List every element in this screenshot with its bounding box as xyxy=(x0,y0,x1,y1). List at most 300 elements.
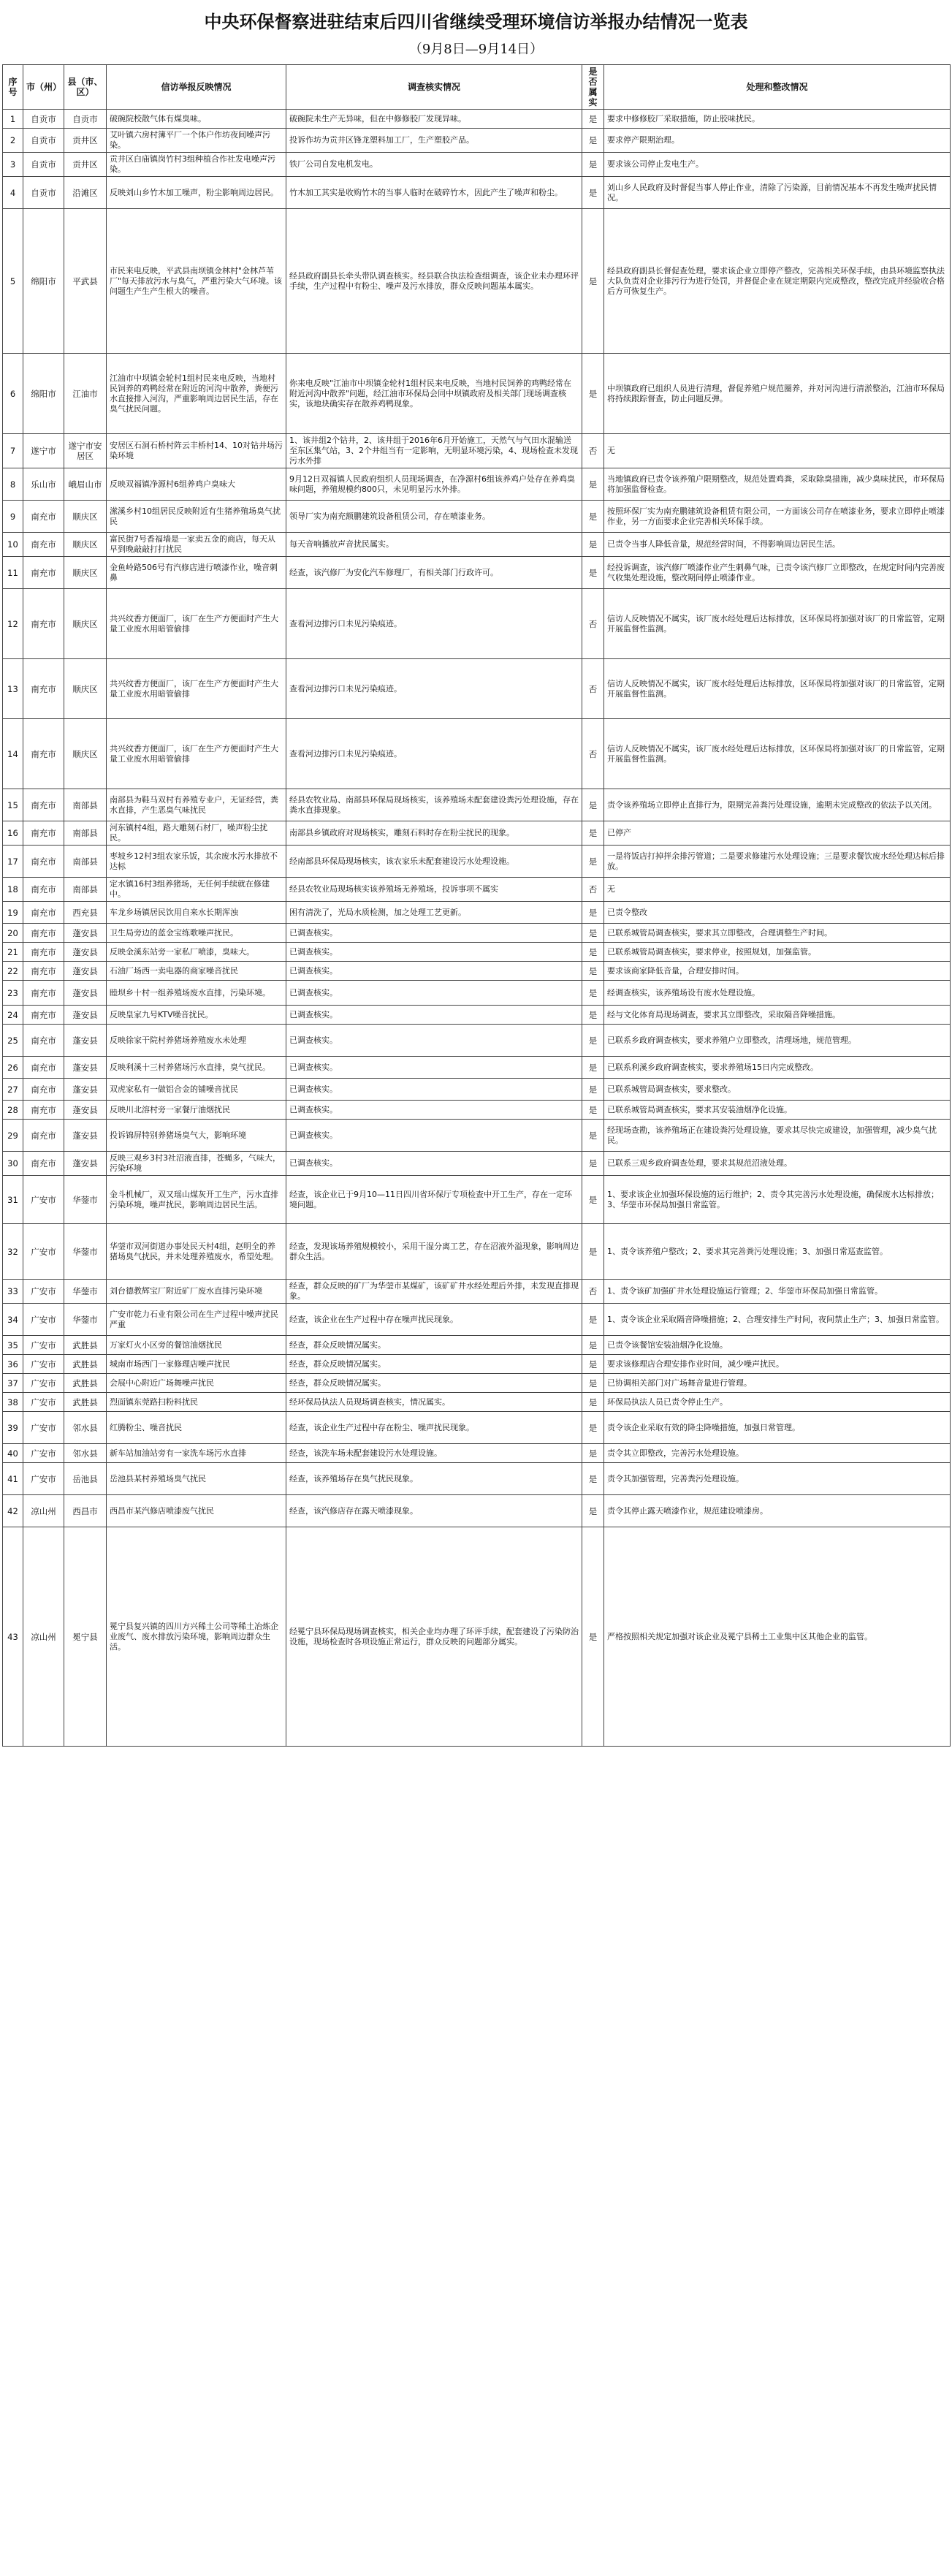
cell-city: 自贡市 xyxy=(23,153,64,177)
cell-no: 37 xyxy=(3,1374,23,1393)
cell-no: 15 xyxy=(3,789,23,821)
table-row xyxy=(3,1463,951,1495)
cell-county: 岳池县 xyxy=(64,1463,107,1495)
cell-action: 一是将饭店打掉拌余排污管道；二是要求修建污水处理设施；三是要求餐饮废水经处理达标后排放。 xyxy=(604,846,951,878)
cell-no: 1 xyxy=(3,110,23,129)
cell-city: 广安市 xyxy=(23,1304,64,1336)
cell-county: 顺庆区 xyxy=(64,659,107,719)
report-table xyxy=(2,64,951,1747)
cell-county: 蓬安县 xyxy=(64,1079,107,1101)
cell-county: 邻水县 xyxy=(64,1412,107,1444)
cell-action: 当地镇政府已责令该养殖户限期整改，规范处置鸡粪，采取除臭措施，减少臭味扰民，市环保局将加强监督检查。 xyxy=(604,468,951,501)
cell-true: 是 xyxy=(582,943,604,962)
table-row xyxy=(3,659,951,719)
cell-report: 岳池县某村养殖场臭气扰民 xyxy=(107,1463,286,1495)
cell-city: 广安市 xyxy=(23,1336,64,1355)
cell-verify: 经查，群众反映的矿厂为华蓥市某煤矿，该矿矿井水经处理后外排，未发现直排现象。 xyxy=(286,1280,582,1304)
cell-city: 南充市 xyxy=(23,981,64,1006)
cell-county: 南部县 xyxy=(64,789,107,821)
cell-county: 蓬安县 xyxy=(64,924,107,943)
cell-no: 17 xyxy=(3,846,23,878)
table-row xyxy=(3,1412,951,1444)
cell-verify: 竹木加工其实是收购竹木的当事人临时在破碎竹木，因此产生了噪声和粉尘。 xyxy=(286,177,582,209)
cell-true: 是 xyxy=(582,110,604,129)
cell-verify: 经查，该企业在生产过程中存在噪声扰民现象。 xyxy=(286,1304,582,1336)
cell-no: 7 xyxy=(3,434,23,468)
cell-no: 34 xyxy=(3,1304,23,1336)
cell-county: 华蓥市 xyxy=(64,1224,107,1280)
cell-verify: 已调查核实。 xyxy=(286,1006,582,1025)
table-row xyxy=(3,821,951,846)
cell-report: 定水镇16村3组养猪场，无任何手续就在修建中。 xyxy=(107,878,286,902)
col-header-verify: 调查核实情况 xyxy=(286,65,582,110)
cell-action: 按照环保厂实为南充鹏建筑设备租赁有限公司，一方面该公司存在喷漆业务，要求立即停止喷漆作业，另一方面要求企业完善相关环保手续。 xyxy=(604,501,951,533)
cell-no: 24 xyxy=(3,1006,23,1025)
cell-action: 已联系城管局调查核实，要求其立即整改，合理调整生产时间。 xyxy=(604,924,951,943)
cell-action: 信访人反映情况不属实，该厂废水经处理后达标排放，区环保局将加强对该厂的日常监管，定期开展监督性监测。 xyxy=(604,589,951,659)
cell-action: 已联系城管局调查核实，要求停业，按照规划，加强监管。 xyxy=(604,943,951,962)
cell-true: 是 xyxy=(582,1079,604,1101)
cell-action: 经投诉调查，该汽修厂喷漆作业产生刺鼻气味，已责令该汽修厂立即整改，在规定时间内完善废气收集处理设施，整改期间停止喷漆作业。 xyxy=(604,557,951,589)
cell-no: 11 xyxy=(3,557,23,589)
cell-report: 投诉锦屏特别养猪场臭气大，影响环境 xyxy=(107,1120,286,1152)
cell-report: 南部县为鞋马双村有养殖专业户，无证经营，粪水直排，产生恶臭气味扰民 xyxy=(107,789,286,821)
cell-no: 31 xyxy=(3,1176,23,1224)
cell-verify: 经查，群众反映情况属实。 xyxy=(286,1336,582,1355)
cell-county: 南部县 xyxy=(64,846,107,878)
table-row xyxy=(3,501,951,533)
cell-verify: 领导厂实为南充额鹏建筑设备租赁公司，存在喷漆业务。 xyxy=(286,501,582,533)
cell-action: 刘山乡人民政府及时督促当事人停止作业，清除了污染源，目前情况基本不再发生噪声扰民情况。 xyxy=(604,177,951,209)
cell-true: 是 xyxy=(582,1025,604,1057)
cell-county: 遂宁市安居区 xyxy=(64,434,107,468)
table-row xyxy=(3,1101,951,1120)
cell-no: 39 xyxy=(3,1412,23,1444)
cell-no: 6 xyxy=(3,354,23,434)
cell-action: 信访人反映情况不属实，该厂废水经处理后达标排放，区环保局将加强对该厂的日常监管，定期开展监督性监测。 xyxy=(604,719,951,789)
cell-verify: 投诉作坊为贡井区锋龙塑料加工厂，生产塑胶产品。 xyxy=(286,129,582,153)
cell-action: 已联系利溪乡政府调查核实，要求养殖场15日内完成整改。 xyxy=(604,1057,951,1079)
cell-city: 广安市 xyxy=(23,1176,64,1224)
cell-city: 自贡市 xyxy=(23,110,64,129)
cell-verify: 铁厂公司自发电机发电。 xyxy=(286,153,582,177)
table-row xyxy=(3,1176,951,1224)
cell-action: 严格按照相关规定加强对该企业及冕宁县稀土工业集中区其他企业的监管。 xyxy=(604,1527,951,1747)
cell-county: 蓬安县 xyxy=(64,1152,107,1176)
cell-report: 反映川北溶村旁一家餐厅油烟扰民 xyxy=(107,1101,286,1120)
cell-verify: 经查，该企业生产过程中存在粉尘、噪声扰民现象。 xyxy=(286,1412,582,1444)
cell-city: 南充市 xyxy=(23,1006,64,1025)
cell-verify: 破碗院未生产无异味，但在中修修胶厂发现异味。 xyxy=(286,110,582,129)
table-row xyxy=(3,1224,951,1280)
cell-no: 20 xyxy=(3,924,23,943)
cell-no: 10 xyxy=(3,533,23,557)
cell-verify: 经查，该养殖场存在臭气扰民现象。 xyxy=(286,1463,582,1495)
cell-report: 卫生局旁边的蓝金宝练歌噪声扰民。 xyxy=(107,924,286,943)
table-row xyxy=(3,1120,951,1152)
cell-verify: 经县农牧业局、南部县环保局现场核实，该养殖场未配套建设粪污处理设施，存在粪水直排现象。 xyxy=(286,789,582,821)
cell-report: 烈面镇东莞路扫粉料扰民 xyxy=(107,1393,286,1412)
cell-true: 是 xyxy=(582,789,604,821)
cell-report: 共兴纹香方便面厂，该厂在生产方便面时产生大量工业废水用暗管偷排 xyxy=(107,659,286,719)
cell-verify: 经查，发现该场养殖规模较小，采用干湿分离工艺，存在沼液外溢现象，影响周边群众生活。 xyxy=(286,1224,582,1280)
cell-report: 反映金溪东站旁一家私厂喷漆，臭味大。 xyxy=(107,943,286,962)
cell-no: 21 xyxy=(3,943,23,962)
cell-no: 14 xyxy=(3,719,23,789)
cell-action: 要求该公司停止发电生产。 xyxy=(604,153,951,177)
cell-report: 冕宁县复兴镇的四川方兴稀土公司等稀土冶炼企业废气、废水排放污染环境，影响周边群众生活。 xyxy=(107,1527,286,1747)
table-row xyxy=(3,1152,951,1176)
cell-report: 万家灯火小区旁的餐馆油烟扰民 xyxy=(107,1336,286,1355)
cell-city: 南充市 xyxy=(23,846,64,878)
cell-verify: 经南部县环保局现场核实，该农家乐未配套建设污水处理设施。 xyxy=(286,846,582,878)
cell-true: 是 xyxy=(582,1355,604,1374)
cell-report: 江油市中坝镇金轮村1组村民来电反映，当地村民饲养的鸡鸭经常在附近的河沟中散养，粪便污水直接排入河沟，严重影响周边居民生活，存在臭气扰民问题。 xyxy=(107,354,286,434)
col-header-county: 县（市、区） xyxy=(64,65,107,110)
cell-report: 会展中心附近广场舞噪声扰民 xyxy=(107,1374,286,1393)
cell-county: 顺庆区 xyxy=(64,533,107,557)
cell-no: 40 xyxy=(3,1444,23,1463)
cell-county: 蓬安县 xyxy=(64,1006,107,1025)
col-header-action: 处理和整改情况 xyxy=(604,65,951,110)
cell-county: 武胜县 xyxy=(64,1374,107,1393)
cell-city: 南充市 xyxy=(23,1057,64,1079)
cell-city: 南充市 xyxy=(23,719,64,789)
cell-county: 江油市 xyxy=(64,354,107,434)
cell-city: 绵阳市 xyxy=(23,209,64,354)
cell-true: 是 xyxy=(582,177,604,209)
cell-verify: 经查，群众反映情况属实。 xyxy=(286,1355,582,1374)
cell-report: 车龙乡场镇居民饮用自来水长期浑浊 xyxy=(107,902,286,924)
cell-city: 广安市 xyxy=(23,1444,64,1463)
cell-city: 广安市 xyxy=(23,1355,64,1374)
cell-verify: 已调查核实。 xyxy=(286,1079,582,1101)
cell-action: 信访人反映情况不属实，该厂废水经处理后达标排放，区环保局将加强对该厂的日常监管，定期开展监督性监测。 xyxy=(604,659,951,719)
cell-report: 西昌市某汽修店喷漆废气扰民 xyxy=(107,1495,286,1527)
cell-report: 反映徐家干院村养猪场养殖废水未处理 xyxy=(107,1025,286,1057)
cell-no: 19 xyxy=(3,902,23,924)
cell-true: 是 xyxy=(582,902,604,924)
cell-no: 29 xyxy=(3,1120,23,1152)
cell-action: 责令其停止露天喷漆作业，规范建设喷漆房。 xyxy=(604,1495,951,1527)
cell-action: 已联系城管局调查核实，要求其安装油烟净化设施。 xyxy=(604,1101,951,1120)
table-row xyxy=(3,1355,951,1374)
cell-report: 城南市场西门一家修理店噪声扰民 xyxy=(107,1355,286,1374)
table-row xyxy=(3,789,951,821)
cell-county: 自贡市 xyxy=(64,110,107,129)
cell-report: 反映三观乡3村3社沼液直排，苍蝇多，气味大，污染环境 xyxy=(107,1152,286,1176)
cell-true: 是 xyxy=(582,1304,604,1336)
cell-verify: 经环保局执法人员现场调查核实，情况属实。 xyxy=(286,1393,582,1412)
table-row xyxy=(3,981,951,1006)
cell-true: 否 xyxy=(582,878,604,902)
table-row xyxy=(3,177,951,209)
cell-action: 1、要求该企业加强环保设施的运行维护；2、责令其完善污水处理设施，确保废水达标排放；3、华蓥市环保局加强日常监管。 xyxy=(604,1176,951,1224)
cell-county: 西充县 xyxy=(64,902,107,924)
cell-verify: 已调查核实。 xyxy=(286,981,582,1006)
cell-true: 是 xyxy=(582,153,604,177)
cell-verify: 困有清洗了，光局水质检测，加之处理工艺更新。 xyxy=(286,902,582,924)
cell-action: 经调查核实，该养殖场设有废水处理设施。 xyxy=(604,981,951,1006)
cell-city: 广安市 xyxy=(23,1280,64,1304)
cell-report: 广安市乾力石业有限公司在生产过程中噪声扰民严重 xyxy=(107,1304,286,1336)
cell-city: 南充市 xyxy=(23,789,64,821)
table-row xyxy=(3,924,951,943)
cell-action: 1、责令该企业采取隔音降噪措施；2、合理安排生产时间，夜间禁止生产；3、加强日常监管。 xyxy=(604,1304,951,1336)
cell-true: 是 xyxy=(582,209,604,354)
cell-report: 破碗院校散气体有煤臭味。 xyxy=(107,110,286,129)
cell-report: 新车站加油站旁有一家洗车场污水直排 xyxy=(107,1444,286,1463)
cell-city: 凉山州 xyxy=(23,1527,64,1747)
cell-city: 自贡市 xyxy=(23,177,64,209)
cell-true: 是 xyxy=(582,533,604,557)
table-row xyxy=(3,1057,951,1079)
cell-true: 是 xyxy=(582,129,604,153)
cell-action: 已停产 xyxy=(604,821,951,846)
cell-county: 蓬安县 xyxy=(64,1101,107,1120)
page-title: 中央环保督察进驻结束后四川省继续受理环境信访举报办结情况一览表 xyxy=(204,11,748,32)
cell-county: 冕宁县 xyxy=(64,1527,107,1747)
cell-county: 蓬安县 xyxy=(64,1025,107,1057)
page-subtitle: （9月8日—9月14日） xyxy=(408,42,544,57)
cell-city: 广安市 xyxy=(23,1463,64,1495)
cell-verify: 已调查核实。 xyxy=(286,1152,582,1176)
cell-true: 是 xyxy=(582,1412,604,1444)
cell-action: 要求该商家降低音量，合理安排时间。 xyxy=(604,962,951,981)
cell-city: 广安市 xyxy=(23,1412,64,1444)
cell-no: 22 xyxy=(3,962,23,981)
cell-report: 贡井区白庙镇岗竹村3组种植合作社发电噪声污染。 xyxy=(107,153,286,177)
cell-verify: 经查，该企业已于9月10—11日四川省环保厅专项检查中开工生产，存在一定环境问题。 xyxy=(286,1176,582,1224)
table-body xyxy=(3,110,951,1747)
cell-true: 是 xyxy=(582,501,604,533)
cell-city: 南充市 xyxy=(23,1079,64,1101)
cell-city: 南充市 xyxy=(23,1152,64,1176)
cell-county: 武胜县 xyxy=(64,1336,107,1355)
cell-verify: 已调查核实。 xyxy=(286,1057,582,1079)
cell-action: 要求中修修胶厂采取措施，防止胶味扰民。 xyxy=(604,110,951,129)
cell-true: 否 xyxy=(582,589,604,659)
table-row xyxy=(3,434,951,468)
table-row xyxy=(3,589,951,659)
cell-county: 蓬安县 xyxy=(64,962,107,981)
cell-no: 38 xyxy=(3,1393,23,1412)
col-header-true: 是否属实 xyxy=(582,65,604,110)
cell-true: 是 xyxy=(582,924,604,943)
cell-true: 是 xyxy=(582,1527,604,1747)
cell-true: 是 xyxy=(582,821,604,846)
cell-verify: 1、该井组2个钻井，2、该井组于2016年6月开始施工，天然气与气田水混输送至东区集气站，3、2个井组当有一定影响，无明显环境污染，4、现场检查未发现污水外排 xyxy=(286,434,582,468)
cell-verify: 已调查核实。 xyxy=(286,962,582,981)
cell-report: 共兴纹香方便面厂，该厂在生产方便面时产生大量工业废水用暗管偷排 xyxy=(107,589,286,659)
cell-verify: 查看河边排污口未见污染痕迹。 xyxy=(286,659,582,719)
cell-true: 是 xyxy=(582,981,604,1006)
cell-no: 16 xyxy=(3,821,23,846)
table-row xyxy=(3,1079,951,1101)
cell-report: 红腾粉尘、噪音扰民 xyxy=(107,1412,286,1444)
cell-true: 是 xyxy=(582,1336,604,1355)
cell-county: 武胜县 xyxy=(64,1355,107,1374)
cell-true: 是 xyxy=(582,1057,604,1079)
cell-action: 无 xyxy=(604,878,951,902)
cell-city: 广安市 xyxy=(23,1393,64,1412)
cell-true: 是 xyxy=(582,962,604,981)
cell-no: 30 xyxy=(3,1152,23,1176)
cell-true: 是 xyxy=(582,1224,604,1280)
cell-true: 是 xyxy=(582,1006,604,1025)
cell-action: 1、责令该矿加强矿井水处理设施运行管理；2、华蓥市环保局加强日常监管。 xyxy=(604,1280,951,1304)
cell-no: 12 xyxy=(3,589,23,659)
cell-city: 乐山市 xyxy=(23,468,64,501)
cell-report: 枣坡乡12村3组农家乐饭，其余废水污水排放不达标 xyxy=(107,846,286,878)
cell-true: 否 xyxy=(582,659,604,719)
cell-report: 共兴纹香方便面厂，该厂在生产方便面时产生大量工业废水用暗管偷排 xyxy=(107,719,286,789)
cell-verify: 你来电反映"江油市中坝镇金轮村1组村民来电反映，当地村民饲养的鸡鸭经常在附近河沟中散养"问题，经江油市环保局会同中坝镇政府及相关部门现场调查核实，该地块确实存在散养鸡鸭现象。 xyxy=(286,354,582,434)
cell-report: 石油厂场西一卖电器的商家噪音扰民 xyxy=(107,962,286,981)
cell-verify: 已调查核实。 xyxy=(286,1120,582,1152)
cell-report: 双虎家私有一做铝合金的铺噪音扰民 xyxy=(107,1079,286,1101)
cell-report: 富民街7号香福墙是一家卖五金的商店，每天从早到晚敲敲打打扰民 xyxy=(107,533,286,557)
cell-true: 是 xyxy=(582,1152,604,1176)
cell-action: 已协调相关部门对广场舞音量进行管理。 xyxy=(604,1374,951,1393)
cell-report: 反映双福镇净源村6组养鸡户臭味大 xyxy=(107,468,286,501)
cell-report: 金鱼岭路506号有汽修店进行喷漆作业，噪音刺鼻 xyxy=(107,557,286,589)
cell-county: 蓬安县 xyxy=(64,1057,107,1079)
cell-county: 平武县 xyxy=(64,209,107,354)
cell-city: 凉山州 xyxy=(23,1495,64,1527)
cell-action: 已责令该餐馆安装油烟净化设施。 xyxy=(604,1336,951,1355)
table-row xyxy=(3,1304,951,1336)
cell-action: 责令其立即整改，完善污水处理设施。 xyxy=(604,1444,951,1463)
cell-no: 32 xyxy=(3,1224,23,1280)
cell-no: 4 xyxy=(3,177,23,209)
table-row xyxy=(3,153,951,177)
table-row xyxy=(3,129,951,153)
cell-verify: 南部县乡镇政府对现场核实，雕刻石料时存在粉尘扰民的现象。 xyxy=(286,821,582,846)
cell-county: 邻水县 xyxy=(64,1444,107,1463)
table-row xyxy=(3,468,951,501)
table-row xyxy=(3,110,951,129)
cell-action: 经与文化体育局现场调查，要求其立即整改，采取隔音降噪措施。 xyxy=(604,1006,951,1025)
cell-city: 南充市 xyxy=(23,962,64,981)
cell-true: 是 xyxy=(582,846,604,878)
cell-verify: 经县农牧业局现场核实该养殖场无养殖场，投诉事项不属实 xyxy=(286,878,582,902)
cell-city: 广安市 xyxy=(23,1224,64,1280)
table-row xyxy=(3,1527,951,1747)
cell-action: 1、责令该养殖户整改；2、要求其完善粪污处理设施；3、加强日常巡查监管。 xyxy=(604,1224,951,1280)
cell-action: 责令该企业采取有效的降尘降噪措施，加强日常管理。 xyxy=(604,1412,951,1444)
cell-report: 睦坝乡十村一组养殖场废水直排，污染环境。 xyxy=(107,981,286,1006)
cell-no: 28 xyxy=(3,1101,23,1120)
cell-city: 南充市 xyxy=(23,943,64,962)
cell-verify: 经冕宁县环保局现场调查核实，相关企业均办理了环评手续，配套建设了污染防治设施，现场检查时各项设施正常运行，群众反映的问题部分属实。 xyxy=(286,1527,582,1747)
cell-no: 26 xyxy=(3,1057,23,1079)
cell-true: 是 xyxy=(582,468,604,501)
cell-report: 金斗机械厂，双又瑶山煤灰开工生产，污水直排污染环境，噪声扰民，影响周边居民生活。 xyxy=(107,1176,286,1224)
cell-report: 安居区石洞石桥村阵云丰桥村14、10对钻井场污染环境 xyxy=(107,434,286,468)
cell-verify: 查看河边排污口未见污染痕迹。 xyxy=(286,589,582,659)
cell-action: 环保局执法人员已责令停止生产。 xyxy=(604,1393,951,1412)
cell-action: 要求停产限期治理。 xyxy=(604,129,951,153)
cell-true: 否 xyxy=(582,1280,604,1304)
cell-city: 南充市 xyxy=(23,1120,64,1152)
cell-city: 南充市 xyxy=(23,924,64,943)
cell-county: 顺庆区 xyxy=(64,501,107,533)
cell-verify: 经县政府副县长牵头带队调查核实。经县联合执法检查组调查，该企业未办理环评手续，生产过程中有粉尘、噪声及污水排放，群众反映问题基本属实。 xyxy=(286,209,582,354)
cell-true: 否 xyxy=(582,434,604,468)
cell-no: 18 xyxy=(3,878,23,902)
cell-true: 是 xyxy=(582,1374,604,1393)
cell-action: 经现场查勘，该养殖场正在建设粪污处理设施，要求其尽快完成建设，加强管理，减少臭气扰民。 xyxy=(604,1120,951,1152)
cell-action: 已联系乡政府调查核实，要求养殖户立即整改，清理场地，规范管理。 xyxy=(604,1025,951,1057)
table-row xyxy=(3,354,951,434)
cell-verify: 经查，群众反映情况属实。 xyxy=(286,1374,582,1393)
table-row xyxy=(3,1025,951,1057)
table-row xyxy=(3,846,951,878)
cell-true: 是 xyxy=(582,1101,604,1120)
cell-report: 华蓥市双河街道办事处民天村4组，赵明全的养猪场臭气扰民，并未处理养殖废水，希望处理。 xyxy=(107,1224,286,1280)
cell-no: 35 xyxy=(3,1336,23,1355)
cell-no: 36 xyxy=(3,1355,23,1374)
cell-verify: 查看河边排污口未见污染痕迹。 xyxy=(286,719,582,789)
cell-city: 遂宁市 xyxy=(23,434,64,468)
cell-city: 南充市 xyxy=(23,1025,64,1057)
cell-no: 23 xyxy=(3,981,23,1006)
cell-county: 南部县 xyxy=(64,821,107,846)
cell-true: 是 xyxy=(582,1463,604,1495)
cell-true: 是 xyxy=(582,1176,604,1224)
cell-action: 要求该修理店合理安排作业时间，减少噪声扰民。 xyxy=(604,1355,951,1374)
cell-no: 42 xyxy=(3,1495,23,1527)
cell-verify: 经查，该汽修厂为安化汽车修理厂，有相关部门行政许可。 xyxy=(286,557,582,589)
cell-city: 南充市 xyxy=(23,878,64,902)
cell-true: 是 xyxy=(582,1444,604,1463)
table-row xyxy=(3,902,951,924)
cell-city: 南充市 xyxy=(23,821,64,846)
cell-city: 南充市 xyxy=(23,902,64,924)
cell-no: 3 xyxy=(3,153,23,177)
cell-true: 是 xyxy=(582,1393,604,1412)
cell-no: 13 xyxy=(3,659,23,719)
col-header-no: 序号 xyxy=(3,65,23,110)
cell-county: 南部县 xyxy=(64,878,107,902)
cell-verify: 已调查核实。 xyxy=(286,943,582,962)
cell-city: 南充市 xyxy=(23,589,64,659)
table-row xyxy=(3,1444,951,1463)
cell-city: 南充市 xyxy=(23,659,64,719)
cell-report: 刘台德教辉宝厂附近矿厂废水直排污染环境 xyxy=(107,1280,286,1304)
table-row xyxy=(3,1393,951,1412)
cell-no: 2 xyxy=(3,129,23,153)
cell-county: 顺庆区 xyxy=(64,557,107,589)
cell-verify: 每天音响播放声音扰民属实。 xyxy=(286,533,582,557)
cell-county: 武胜县 xyxy=(64,1393,107,1412)
cell-action: 已联系城管局调查核实，要求整改。 xyxy=(604,1079,951,1101)
cell-city: 南充市 xyxy=(23,557,64,589)
cell-county: 蓬安县 xyxy=(64,981,107,1006)
cell-county: 华蓥市 xyxy=(64,1304,107,1336)
cell-true: 是 xyxy=(582,1495,604,1527)
cell-action: 已责令整改 xyxy=(604,902,951,924)
cell-action: 已责令当事人降低音量，规范经营时间，不得影响周边居民生活。 xyxy=(604,533,951,557)
cell-county: 贡井区 xyxy=(64,129,107,153)
table-header-row xyxy=(3,65,951,110)
table-row xyxy=(3,209,951,354)
cell-city: 南充市 xyxy=(23,533,64,557)
table-row xyxy=(3,1280,951,1304)
cell-no: 8 xyxy=(3,468,23,501)
cell-verify: 经查，该洗车场未配套建设污水处理设施。 xyxy=(286,1444,582,1463)
